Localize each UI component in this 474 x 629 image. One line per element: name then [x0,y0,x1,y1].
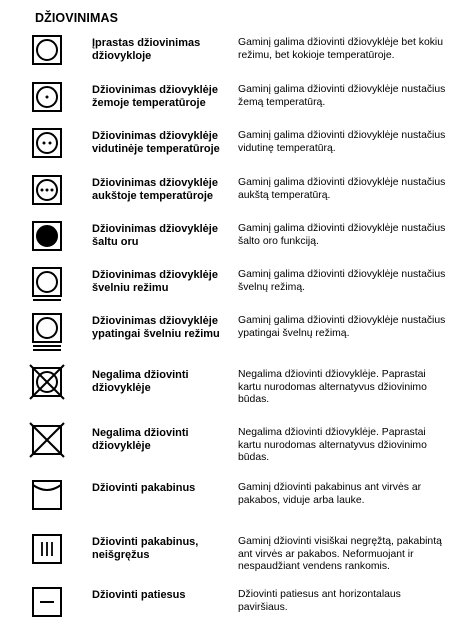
symbol-description [238,37,460,62]
symbol-description-line: paviršiaus. [238,601,288,613]
symbol-name [92,482,232,495]
symbol-description-line: pakabos, viduje arba lauke. [238,494,365,506]
symbol-name [92,37,232,63]
symbol-description-line: Gaminį galima džiovinti džiovyklėje bet kokiu [238,37,444,48]
symbol-description-line: būdas. [238,394,270,405]
symbol-description-line: ypatingai švelnų režimą. [238,327,350,339]
symbol-name [92,223,232,249]
tumble-dry-no-heat-icon [32,221,62,251]
symbol-description-line: nespaudžiant vendens rankomis. [238,561,390,572]
symbol-name [92,177,232,203]
symbol-description-line: Gaminį galima džiovinti džiovyklėje nustačius [238,177,446,188]
symbol-name-line: Įprastas džiovinimas [92,37,201,49]
symbol-description-line: vidutinę temperatūrą. [238,142,336,154]
symbol-description [238,369,460,407]
symbol-name-line: Negalima džiovinti [92,427,189,439]
symbol-name [92,369,232,395]
symbol-name-line: ypatingai švelniu režimu [92,328,220,340]
symbol-name-line: šaltu oru [92,236,139,248]
symbol-name-line: džiovyklėje [92,382,151,394]
symbol-name [92,427,232,453]
section-heading: DŽIOVINIMAS [35,11,119,25]
symbol-description [238,315,460,340]
symbol-name-line: Negalima džiovinti [92,369,189,381]
symbol-name-line: Džiovinimas džiovyklėje [92,315,218,327]
line-dry-icon [32,480,62,510]
symbol-name [92,130,232,156]
symbol-name-line: Džiovinti pakabinus, [92,536,199,548]
symbol-name [92,84,232,110]
symbol-description-line: kartu nurodomas alternatyvus džiovinimo [238,439,427,451]
symbol-name [92,315,232,341]
symbol-description-line: būdas. [238,452,270,463]
symbol-description-line: Negalima džiovinti džiovyklėje. Paprastai [238,427,426,438]
symbol-description-line: Gaminį galima džiovinti džiovyklėje nustačius [238,269,446,280]
symbol-name-line: Džiovinti patiesus [92,589,186,601]
symbol-description-line: ant virvės ar pakabos. Neformuojant ir [238,548,414,560]
symbol-description-line: Gaminį galima džiovinti džiovyklėje nustačius [238,84,446,95]
symbol-description-line: Gaminį galima džiovinti džiovyklėje nustačius [238,315,446,326]
drip-dry-icon [32,534,62,564]
symbol-name-line: Džiovinimas džiovyklėje [92,177,218,189]
symbol-description-line: aukštą temperatūrą. [238,189,331,201]
symbol-name [92,589,232,602]
symbol-name [92,536,232,562]
symbol-description [238,536,460,574]
tumble-dry-normal-icon [32,35,62,65]
tumble-dry-high-heat-icon [32,175,62,205]
symbol-name-line: Džiovinimas džiovyklėje [92,84,218,96]
symbol-description [238,427,460,465]
symbol-description [238,177,460,202]
symbol-name-line: Džiovinimas džiovyklėje [92,269,218,281]
symbol-description [238,130,460,155]
symbol-name-line: švelniu režimu [92,282,169,294]
tumble-dry-medium-heat-icon [32,128,62,158]
symbol-name [92,269,232,295]
symbol-name-line: vidutinėje temperatūroje [92,143,220,155]
symbol-description [238,589,460,614]
symbol-description-line: kartu nurodomas alternatyvus džiovinimo [238,381,427,393]
symbol-name-line: Džiovinimas džiovyklėje [92,223,218,235]
symbol-description-line: Gaminį džiovinti pakabinus ant virvės ar [238,482,422,493]
symbol-description-line: Gaminį galima džiovinti džiovyklėje nustačius [238,130,446,141]
symbol-name-line: žemoje temperatūroje [92,97,206,109]
dry-flat-icon [32,587,62,617]
symbol-description [238,482,460,507]
symbol-description-line: šalto oro funkciją. [238,235,319,247]
tumble-dry-gentle-icon [32,267,62,297]
symbol-name-line: neišgręžus [92,549,150,561]
symbol-description-line: Džiovinti patiesus ant horizontalaus [238,589,401,600]
symbol-name-line: Džiovinimas džiovyklėje [92,130,218,142]
do-not-tumble-dry-icon [32,367,62,397]
symbol-description-line: režimu, bet kokioje temperatūroje. [238,49,395,61]
symbol-name-line: džiovyklėje [92,440,151,452]
symbol-description-line: švelnų režimą. [238,281,305,293]
symbol-name-line: aukštoje temperatūroje [92,190,214,202]
symbol-name-line: Džiovinti pakabinus [92,482,196,494]
symbol-description [238,223,460,248]
tumble-dry-low-heat-icon [32,82,62,112]
symbol-name-line: džiovykloje [92,50,152,62]
do-not-dry-icon [32,425,62,455]
tumble-dry-very-gentle-icon [32,313,62,343]
symbol-description [238,84,460,109]
symbol-description-line: Negalima džiovinti džiovyklėje. Paprastai [238,369,426,380]
symbol-description-line: Gaminį galima džiovinti džiovyklėje nustačius [238,223,446,234]
symbol-description-line: Gaminį džiovinti visiškai negręžtą, pakabintą [238,536,442,547]
symbol-description-line: žemą temperatūrą. [238,96,326,108]
symbol-description [238,269,460,294]
